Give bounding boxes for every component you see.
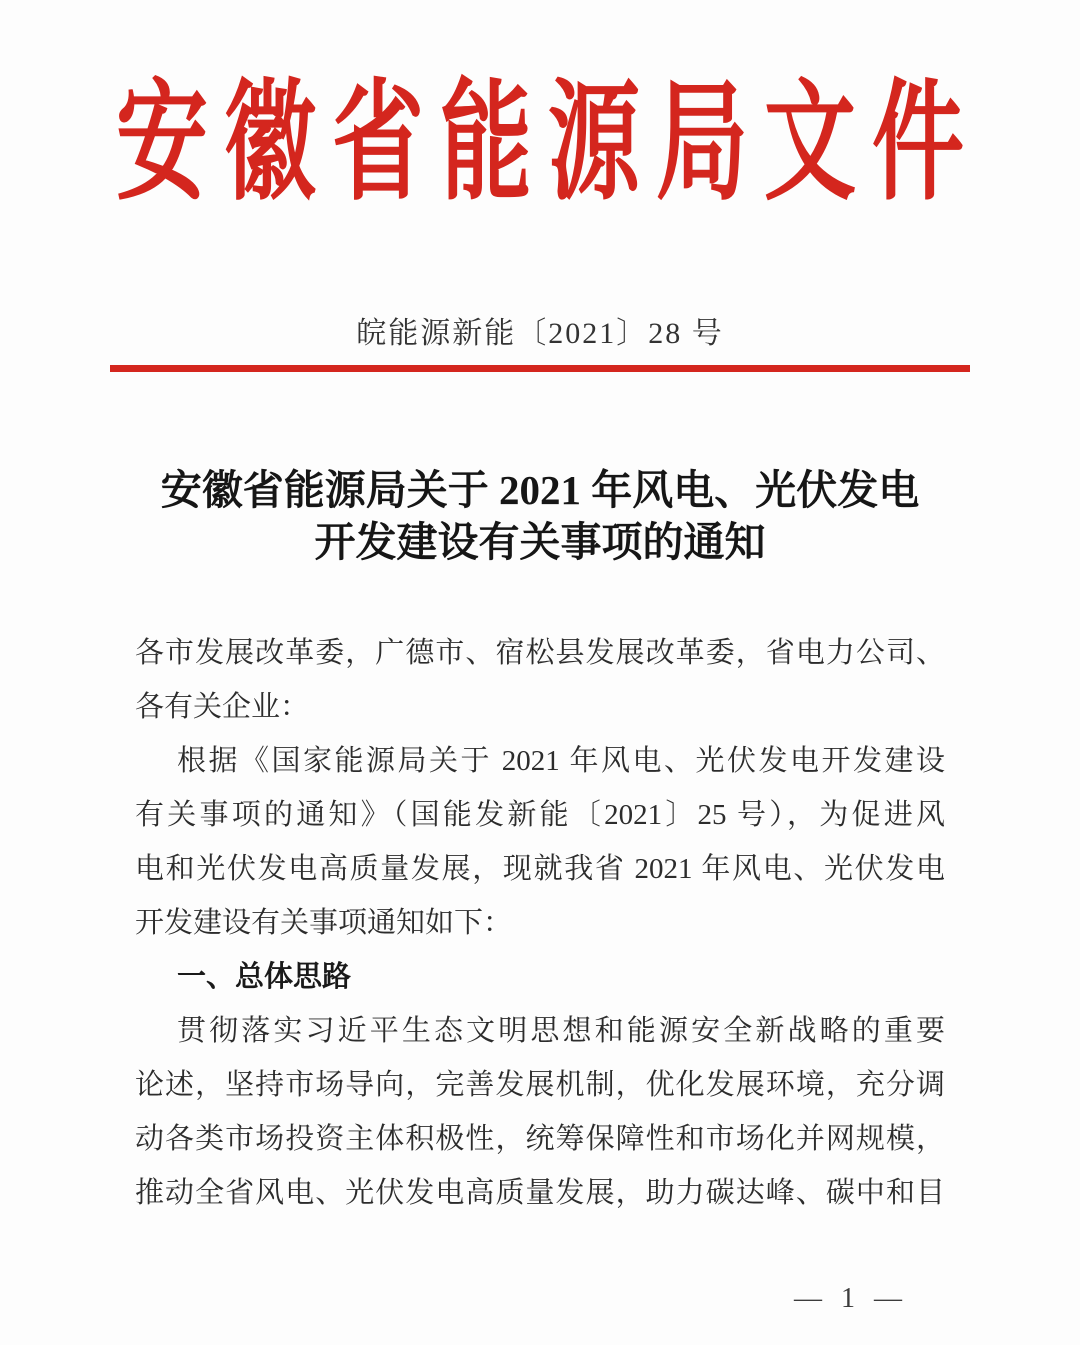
intro-paragraph-line-3: 电和光伏发电高质量发展，现就我省 2021 年风电、光伏发电 bbox=[135, 853, 945, 885]
recipients-line-2: 各有关企业： bbox=[135, 691, 310, 723]
document-title-line-2: 开发建设有关事项的通知 bbox=[314, 519, 766, 565]
page-number: — 1 — bbox=[794, 1283, 908, 1314]
agency-banner-title: 安徽省能源局文件 bbox=[115, 70, 980, 216]
section-1-paragraph-line-3: 动各类市场投资主体积极性，统筹保障性和市场化并网规模， bbox=[135, 1123, 945, 1155]
recipients-line-1: 各市发展改革委，广德市、宿松县发展改革委，省电力公司、 bbox=[135, 637, 945, 669]
document-reference-number: 皖能源新能〔2021〕28 号 bbox=[356, 317, 724, 350]
section-1-paragraph-line-1: 贯彻落实习近平生态文明思想和能源安全新战略的重要 bbox=[177, 1015, 945, 1047]
red-header-banner bbox=[0, 57, 1080, 216]
red-divider-rule bbox=[110, 365, 970, 372]
section-1-paragraph-line-2: 论述，坚持市场导向，完善发展机制，优化发展环境，充分调 bbox=[135, 1069, 945, 1101]
section-1-paragraph-line-4: 推动全省风电、光伏发电高质量发展，助力碳达峰、碳中和目 bbox=[135, 1177, 945, 1209]
intro-paragraph-line-1: 根据《国家能源局关于 2021 年风电、光伏发电开发建设 bbox=[177, 745, 945, 777]
document-title-line-1: 安徽省能源局关于 2021 年风电、光伏发电 bbox=[160, 467, 920, 513]
intro-paragraph-line-4: 开发建设有关事项通知如下： bbox=[135, 907, 513, 939]
document-title bbox=[0, 464, 1080, 568]
intro-paragraph-line-2: 有关事项的通知》（国能发新能〔2021〕25 号），为促进风 bbox=[135, 799, 945, 831]
document-body bbox=[135, 626, 945, 1220]
section-1-heading: 一、总体思路 bbox=[177, 961, 352, 993]
official-document-page bbox=[0, 57, 1080, 1345]
